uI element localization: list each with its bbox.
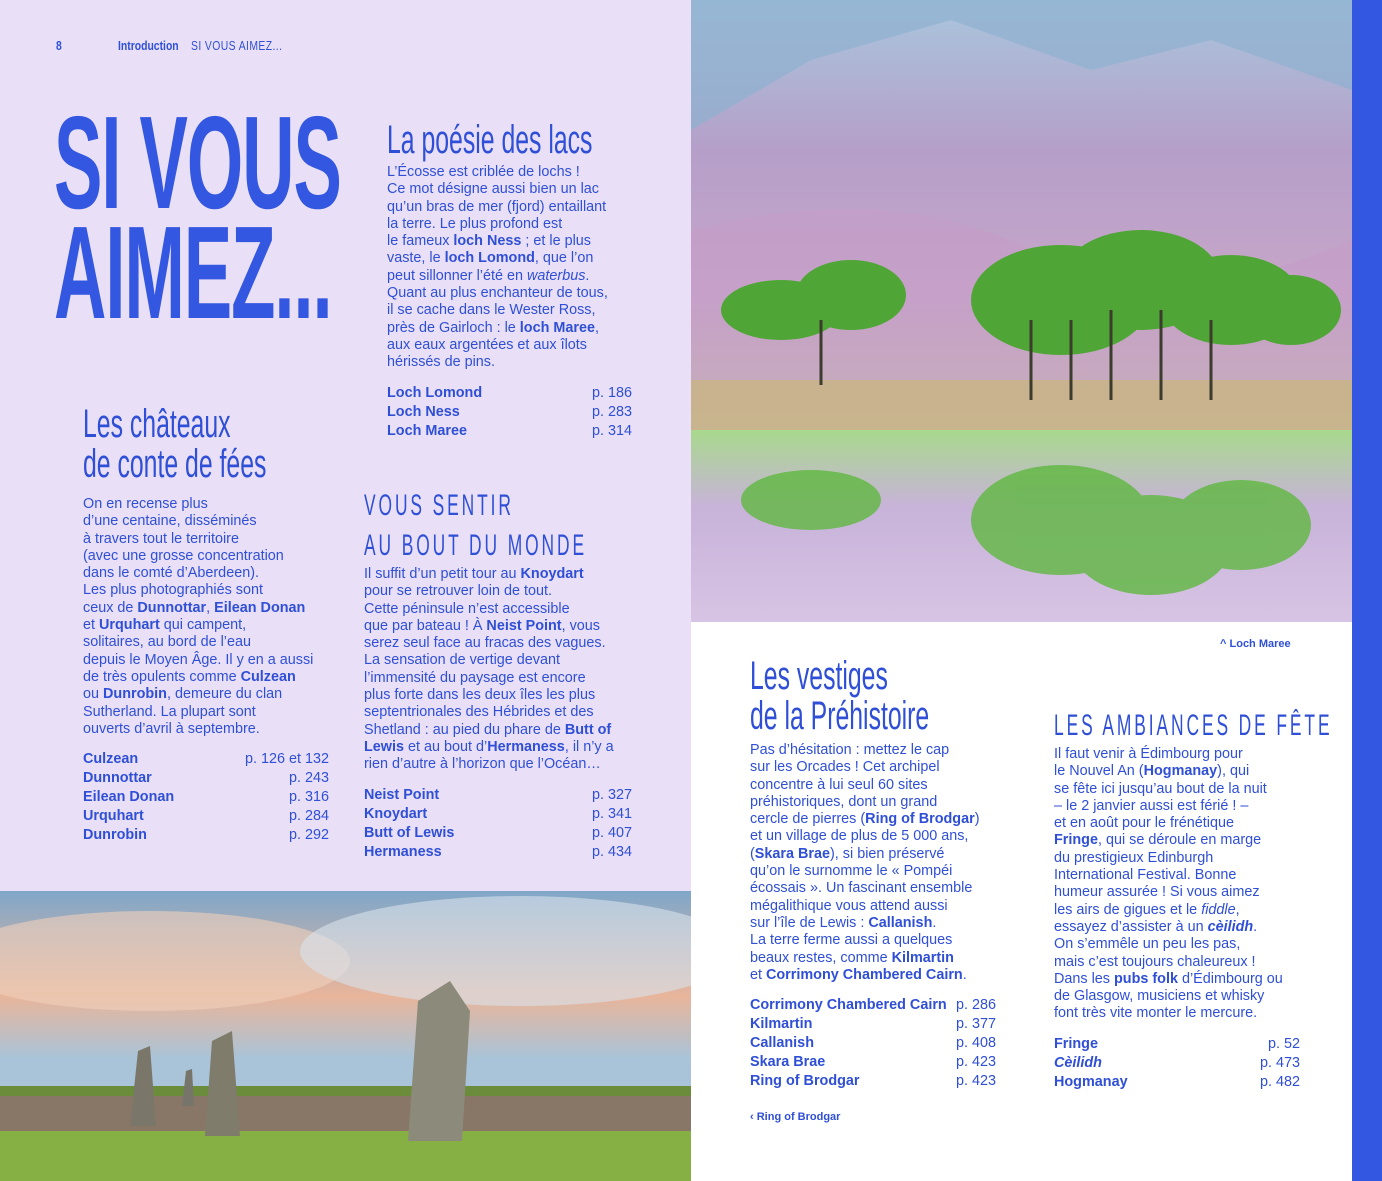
prehistoire-text: Pas d’hésitation : mettez le cap sur les Orcades ! Cet archipel concentre à lui seul 60 sites préhistoriques, dont un grand cercle de pierres (Ring of Brodgar) et un village de plus de 5 000 ans, (Skara Brae), si bien préservé qu’on le surnomme le « Pompéi écossais ». Un fascinant ensemble mégalithique vous attend aussi sur l’île de Lewis : Callanish. La terre ferme aussi a quelques beaux restes, comme Kilmartin et Corrimony Chambered Cairn. — [750, 742, 980, 983]
ref-row: Dunrobin p. 292 — [83, 827, 329, 844]
ref-row: Butt of Lewis p. 407 — [364, 824, 632, 841]
chevron-left-icon: ‹ — [750, 1111, 754, 1123]
page-number: 8 — [56, 38, 62, 53]
section-chateaux — [83, 404, 329, 845]
ref-row: Urquhart p. 284 — [83, 808, 329, 825]
section-prehistoire — [750, 656, 996, 1091]
ref-row: Hogmanay p. 482 — [1054, 1073, 1300, 1090]
prehistoire-heading-line1: Les vestiges — [750, 654, 888, 698]
page-title-line2: AIMEZ... — [54, 199, 332, 346]
ref-row: Neist Point p. 327 — [364, 786, 632, 803]
fete-heading: LES AMBIANCES DE FÊTE — [1054, 709, 1333, 742]
bout-monde-refs — [364, 786, 632, 862]
prehistoire-heading-line2: de la Préhistoire — [750, 694, 930, 738]
chateaux-text: On en recense plus d’une centaine, disséminés à travers tout le territoire (avec une grosse concentration dans le comté d’Aberdeen). Les plus photographiés sont ceux de Dunnottar, Eilean Donan et Urquhart qui campent, solitaires, au bord de l’eau depuis le Moyen Âge. Il y en a aussi de très opulents comme Culzean ou Dunrobin, demeure du clan Sutherland. La plupart sont ouverts d’avril à septembre. — [83, 496, 314, 737]
ref-row: Dunnottar p. 243 — [83, 770, 329, 787]
ref-row: Culzean p. 126 et 132 — [83, 751, 329, 768]
ring-of-brodgar-illustration — [0, 891, 691, 1181]
ring-of-brodgar-caption: ‹ Ring of Brodgar — [750, 1111, 841, 1123]
ref-row: Callanish p. 408 — [750, 1035, 996, 1052]
ref-row: Corrimony Chambered Cairn p. 286 — [750, 997, 996, 1014]
lacs-refs — [387, 384, 632, 441]
prehistoire-refs — [750, 996, 996, 1091]
loch-maree-illustration — [691, 0, 1352, 622]
ref-row: Knoydart p. 341 — [364, 805, 632, 822]
section-bout-du-monde — [364, 486, 632, 862]
bout-monde-heading-line2: AU BOUT DU MONDE — [364, 529, 587, 562]
ref-row: Fringe p. 52 — [1054, 1035, 1300, 1052]
section-title: Introduction — [118, 38, 179, 53]
fete-refs — [1054, 1035, 1300, 1092]
subsection-title: SI VOUS AIMEZ... — [191, 38, 283, 53]
ref-row: Loch Lomond p. 186 — [387, 384, 632, 401]
ref-row: Ring of Brodgar p. 423 — [750, 1073, 996, 1090]
chateaux-heading-line2: de conte de fées — [83, 442, 267, 486]
ring-of-brodgar-photo — [0, 891, 691, 1181]
chevron-up-icon: ^ — [1220, 638, 1227, 650]
section-lacs — [387, 120, 632, 441]
section-fete — [1054, 706, 1333, 1092]
page-edge-strip — [1352, 0, 1382, 1181]
page-title — [54, 89, 341, 346]
ref-row: Cèilidh p. 473 — [1054, 1054, 1300, 1071]
fete-text: Il faut venir à Édimbourg pour le Nouvel An (Hogmanay), qui se fête ici jusqu’au bout de la nuit – le 2 janvier aussi est férié ! – et en août pour le frénétique Fringe, qui se déroule en marge du prestigieux Edinburgh International Festival. Bonne humeur assurée ! Si vous aimez les airs de gigues et le fiddle, essayez d’assister à un cèilidh. On s’emmêle un peu les pas, mais c’est toujours chaleureux ! Dans les pubs folk d’Édimbourg ou de Glasgow, musiciens et whisky font très vite monter le mercure. — [1054, 746, 1283, 1022]
bout-monde-text: Il suffit d’un petit tour au Knoydart pour se retrouver loin de tout. Cette péninsule n’est accessible que par bateau ! À Neist Point, vous serez seul face au fracas des vagues. La sensation de vertige devant l’immensité du paysage est encore plus forte dans les deux îles les plus septentrionales des Hébrides et des Shetland : au pied du phare de Butt of Lewis et au bout d’Hermaness, il n’y a rien d’autre à l’horizon que l’Océan… — [364, 566, 614, 773]
ref-row: Eilean Donan p. 316 — [83, 789, 329, 806]
ref-row: Hermaness p. 434 — [364, 843, 632, 860]
lacs-heading: La poésie des lacs — [387, 118, 593, 162]
bout-monde-heading-line1: VOUS SENTIR — [364, 489, 514, 522]
loch-maree-photo — [691, 0, 1352, 622]
lacs-text: L’Écosse est criblée de lochs ! Ce mot désigne aussi bien un lac qu’un bras de mer (fjord) entaillant la terre. Le plus profond est le fameux loch Ness ; et le plus vaste, le loch Lomond, que l’on peut sillonner l’été en waterbus. Quant au plus enchanteur de tous, il se cache dans le Wester Ross, près de Gairloch : le loch Maree, aux eaux argentées et aux îlots hérissés de pins. — [387, 164, 608, 371]
page-title-line1: SI VOUS — [54, 89, 341, 236]
ref-row: Kilmartin p. 377 — [750, 1016, 996, 1033]
loch-maree-caption: ^ Loch Maree — [1220, 638, 1291, 650]
ref-row: Loch Ness p. 283 — [387, 403, 632, 420]
chateaux-refs — [83, 750, 329, 845]
ref-row: Skara Brae p. 423 — [750, 1054, 996, 1071]
ref-row: Loch Maree p. 314 — [387, 422, 632, 439]
chateaux-heading-line1: Les châteaux — [83, 402, 231, 446]
